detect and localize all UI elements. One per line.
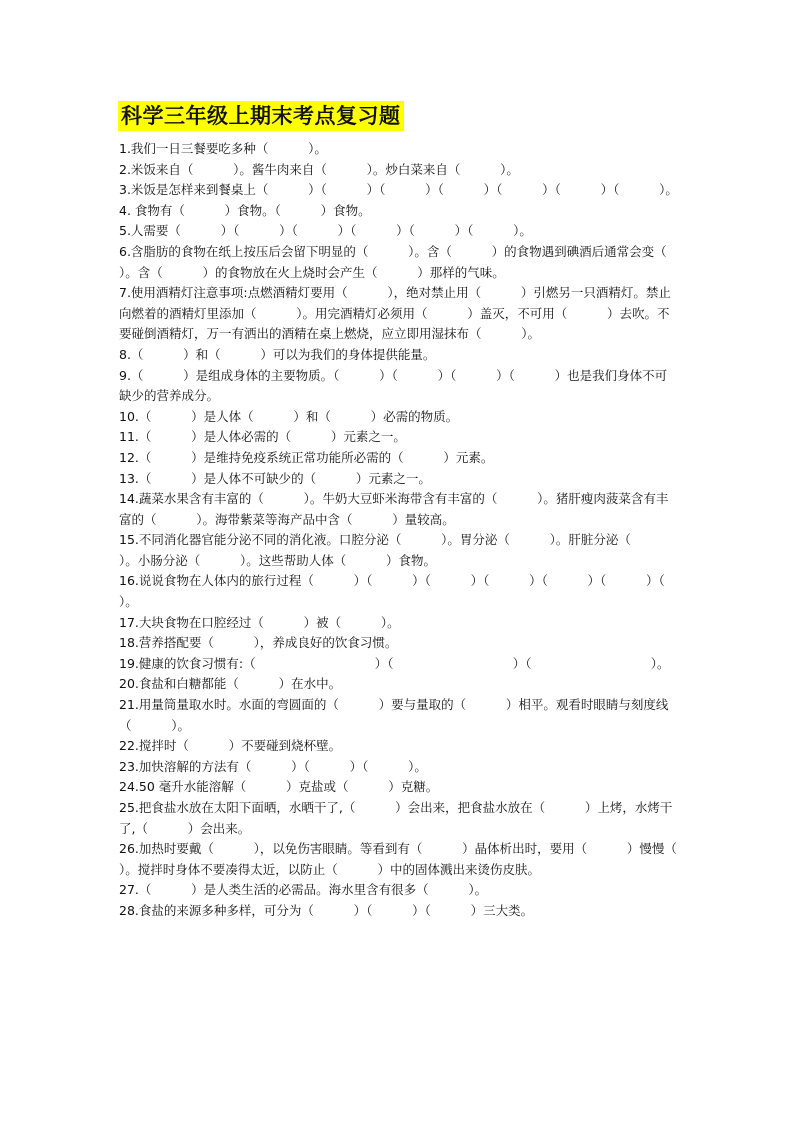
page-title: 科学三年级上期末考点复习题 xyxy=(118,101,404,131)
question-28: 28.食盐的来源多种多样，可分为（ ）（ ）（ ）三大类。 xyxy=(119,902,534,918)
question-14: 14.蔬菜水果含有丰富的（ ）。牛奶大豆虾米海带含有丰富的（ ）。猪肝瘦肉菠菜含有丰富的（ ）。海带紫菜等海产品中含（ ）量较高。 xyxy=(119,491,669,527)
question-20: 20.食盐和白糖都能（ ）在水中。 xyxy=(119,676,342,692)
question-12: 12.（ ）是维持免疫系统正常功能所必需的（ ）元素。 xyxy=(119,449,494,465)
question-18: 18.营养搭配要（ ），养成良好的饮食习惯。 xyxy=(119,635,398,651)
question-13: 13.（ ）是人体不可缺少的（ ）元素之一。 xyxy=(119,470,431,486)
question-17: 17.大块食物在口腔经过（ ）被（ ）。 xyxy=(119,614,400,630)
question-16: 16.说说食物在人体内的旅行过程（ ）（ ）（ ）（ ）（ ）（ ）（ ）。 xyxy=(119,573,705,610)
question-11: 11.（ ）是人体必需的（ ）元素之一。 xyxy=(119,429,406,445)
question-15: 15.不同消化器官能分泌不同的消化液。口腔分泌（ ）。胃分泌（ ）。肝脏分泌（ ）。小肠分泌（ ）。这些帮助人体（ ）食物。 xyxy=(119,532,671,568)
question-5: 5.人需要（ ）（ ）（ ）（ ）（ ）（ ）。 xyxy=(119,223,532,239)
question-24: 24.50 毫升水能溶解（ ）克盐或（ ）克糖。 xyxy=(119,779,439,795)
question-4: 4. 食物有（ ）食物。（ ）食物。 xyxy=(119,202,371,218)
question-23: 23.加快溶解的方法有（ ）（ ）（ ）。 xyxy=(119,758,427,774)
question-10: 10.（ ）是人体（ ）和（ ）必需的物质。 xyxy=(119,408,459,424)
question-7: 7.使用酒精灯注意事项:点燃酒精灯要用（ ），绝对禁止用（ ）引燃另一只酒精灯。禁止向燃着的酒精灯里添加（ ）。用完酒精灯必须用（ ）盖灭，不可用（ ）去吹。不要碰倒酒精灯，万一有洒出的酒精在桌上燃烧，应立即用湿抹布（ ）。 xyxy=(119,285,671,342)
question-1: 1.我们一日三餐要吃多种（ ）。 xyxy=(119,141,327,156)
question-3: 3.米饭是怎样来到餐桌上（ ）（ ）（ ）（ ）（ ）（ ）（ ）。 xyxy=(119,182,678,198)
question-22: 22.搅拌时（ ）不要碰到烧杯壁。 xyxy=(119,738,342,754)
question-25: 25.把食盐水放在太阳下面晒，水晒干了,（ ）会出来，把食盐水放在（ ）上烤，水烤干了,（ ）会出来。 xyxy=(119,800,673,836)
question-26: 26.加热时要戴（ ），以免伤害眼睛。等看到有（ ）晶体析出时，要用（ ）慢慢（ ）。搅拌时身体不要凑得太近，以防止（ ）中的固体溅出来烫伤皮肤。 xyxy=(119,841,717,877)
question-list xyxy=(119,139,717,922)
question-8: 8.（ ）和（ ）可以为我们的身体提供能量。 xyxy=(119,346,436,362)
question-6: 6.含脂肪的食物在纸上按压后会留下明显的（ ）。含（ ）的食物遇到碘酒后通常会变（ ）。含（ ）的食物放在火上烧时会产生（ ）那样的气味。 xyxy=(119,243,707,280)
question-2: 2.米饭来自（ ）。酱牛肉来自（ ）。炒白菜来自（ ）。 xyxy=(119,161,519,177)
question-9: 9.（ ）是组成身体的主要物质。（ ）（ ）（ ）（ ）也是我们身体不可缺少的营养成分。 xyxy=(119,367,668,404)
question-21: 21.用量筒量取水时。水面的弯圆面的（ ）要与量取的（ ）相平。观看时眼睛与刻度线（ ）。 xyxy=(119,697,669,733)
question-27: 27.（ ）是人类生活的必需品。海水里含有很多（ ）。 xyxy=(119,882,488,898)
question-19: 19.健康的饮食习惯有:（ ）（ ）（ ）。 xyxy=(119,655,670,671)
